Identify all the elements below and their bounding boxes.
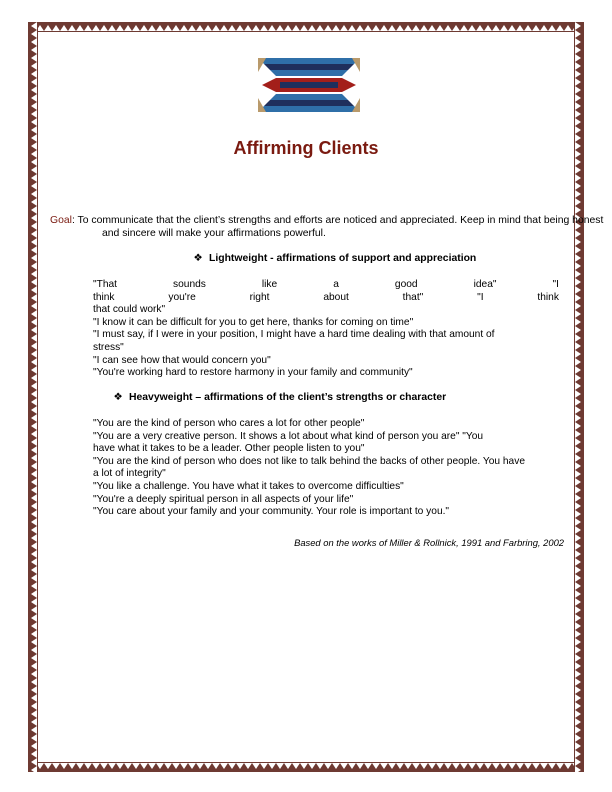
- affirmation-line: "You're a deeply spiritual person in all aspects of your life": [93, 493, 354, 505]
- word: a: [333, 279, 339, 290]
- word: right: [249, 291, 270, 303]
- word: good: [394, 279, 418, 290]
- page-border-left: [28, 22, 38, 772]
- word: sounds: [173, 279, 206, 290]
- word: like: [261, 279, 278, 290]
- lightweight-affirmations: [93, 279, 559, 380]
- word: "I: [477, 291, 484, 303]
- affirmation-line: "I must say, if I were in your position, I might have a hard time dealing with that amount of: [93, 329, 495, 341]
- affirmation-line: "You are the kind of person who does not like to talk behind the backs of other people. You have: [93, 455, 525, 467]
- word: think: [93, 291, 115, 303]
- goal-paragraph: [50, 214, 612, 240]
- heavyweight-heading: [113, 391, 446, 403]
- page-title: Affirming Clients: [233, 138, 379, 158]
- goal-label: Goal: [50, 215, 72, 226]
- page-border-right: [574, 22, 584, 772]
- word: think: [537, 291, 559, 303]
- attribution: Based on the works of Miller & Rollnick, 1991 and Farbring, 2002: [294, 537, 564, 548]
- page-border-bottom: [28, 762, 584, 772]
- affirmation-line: have what it takes to be a leader. Other people listen to you": [93, 443, 365, 455]
- affirmation-line: "You are a very creative person. It shows a lot about what kind of person you are" "You: [93, 430, 484, 442]
- word: "That: [93, 279, 118, 290]
- affirmation-line: "You like a challenge. You have what it takes to overcome difficulties": [93, 480, 404, 492]
- native-pattern-logo: [258, 58, 360, 112]
- heavyweight-heading-text: Heavyweight – affirmations of the client’s strengths or character: [129, 392, 447, 403]
- word: about: [323, 291, 349, 303]
- page-border-top: [28, 22, 584, 32]
- word: "I: [552, 279, 559, 290]
- affirmation-line: "You care about your family and your community. Your role is important to you.": [93, 506, 450, 518]
- justified-line: [93, 279, 559, 292]
- diamond-bullet-icon: ❖: [113, 392, 123, 403]
- word: idea": [473, 279, 497, 290]
- diamond-bullet-icon: ❖: [193, 253, 203, 264]
- goal-text: : To communicate that the client’s strengths and efforts are noticed and appreciated. Keep in mind that being honest and sincere will make your affirmations powerful.: [71, 215, 604, 239]
- affirmation-line: "You are the kind of person who cares a lot for other people": [93, 418, 365, 429]
- word: you're: [168, 291, 196, 303]
- affirmation-line: stress": [93, 341, 124, 353]
- justified-line: [93, 292, 559, 305]
- lightweight-heading-text: Lightweight - affirmations of support and appreciation: [209, 253, 477, 264]
- affirmation-line: "You're working hard to restore harmony in your family and community": [93, 367, 413, 379]
- affirmation-line: a lot of integrity": [93, 468, 166, 480]
- lightweight-heading: [193, 252, 476, 264]
- affirmation-line: "I can see how that would concern you": [93, 354, 271, 366]
- affirmation-line: that could work": [93, 304, 166, 316]
- word: that": [402, 291, 424, 303]
- heavyweight-affirmations: [93, 418, 559, 519]
- affirmation-line: "I know it can be difficult for you to get here, thanks for coming on time": [93, 316, 414, 328]
